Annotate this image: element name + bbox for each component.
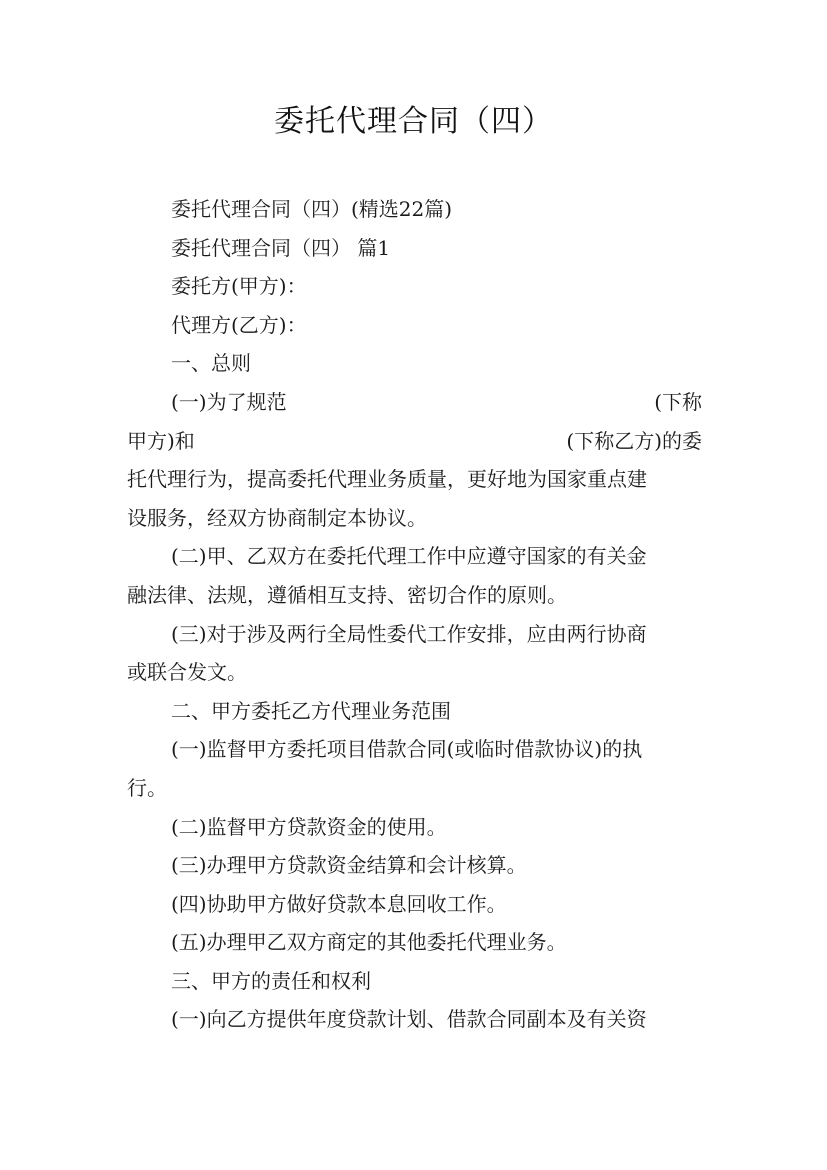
paragraph-line: (二)甲、乙双方在委托代理工作中应遵守国家的有关金 bbox=[171, 544, 647, 569]
paragraph-line-with-blank bbox=[127, 422, 702, 461]
line-text-start: (一)为了规范 bbox=[171, 389, 287, 414]
paragraph-line-with-blank bbox=[127, 383, 702, 422]
paragraph-line: 融法律、法规，遵循相互支持、密切合作的原则。 bbox=[127, 582, 567, 607]
paragraph-line: (一)监督甲方委托项目借款合同(或临时借款协议)的执 bbox=[171, 737, 643, 762]
section-heading: 二、甲方委托乙方代理业务范围 bbox=[171, 698, 451, 723]
paragraph-line: 委托方(甲方)： bbox=[171, 274, 307, 299]
paragraph-line: 委托代理合同（四）(精选22篇) bbox=[171, 197, 453, 221]
paragraph-line: 托代理行为，提高委托代理业务质量，更好地为国家重点建 bbox=[127, 467, 647, 492]
section-heading: 一、总则 bbox=[171, 351, 251, 376]
paragraph-line: (四)协助甲方做好贷款本息回收工作。 bbox=[171, 891, 507, 916]
paragraph-line: 设服务，经双方协商制定本协议。 bbox=[127, 505, 427, 530]
paragraph-line: (二)监督甲方贷款资金的使用。 bbox=[171, 814, 447, 839]
paragraph-line: 代理方(乙方)： bbox=[171, 312, 307, 337]
paragraph-line: 行。 bbox=[127, 775, 167, 800]
section-heading: 三、甲方的责任和权利 bbox=[171, 968, 371, 993]
paragraph-line: (一)向乙方提供年度贷款计划、借款合同副本及有关资 bbox=[171, 1007, 647, 1032]
paragraph-line: 委托代理合同（四） 篇1 bbox=[171, 235, 391, 260]
document-body bbox=[127, 190, 702, 1039]
line-text-end: (下称 bbox=[654, 389, 702, 414]
paragraph-line: (三)对于涉及两行全局性委代工作安排，应由两行协商 bbox=[171, 621, 647, 646]
paragraph-line: 或联合发文。 bbox=[127, 660, 247, 685]
line-text-start: 甲方)和 bbox=[127, 428, 195, 453]
line-text-end: (下称乙方)的委 bbox=[566, 428, 702, 453]
paragraph-line: (五)办理甲乙双方商定的其他委托代理业务。 bbox=[171, 930, 567, 955]
paragraph-line: (三)办理甲方贷款资金结算和会计核算。 bbox=[171, 853, 527, 878]
document-title: 委托代理合同（四） bbox=[274, 104, 553, 139]
